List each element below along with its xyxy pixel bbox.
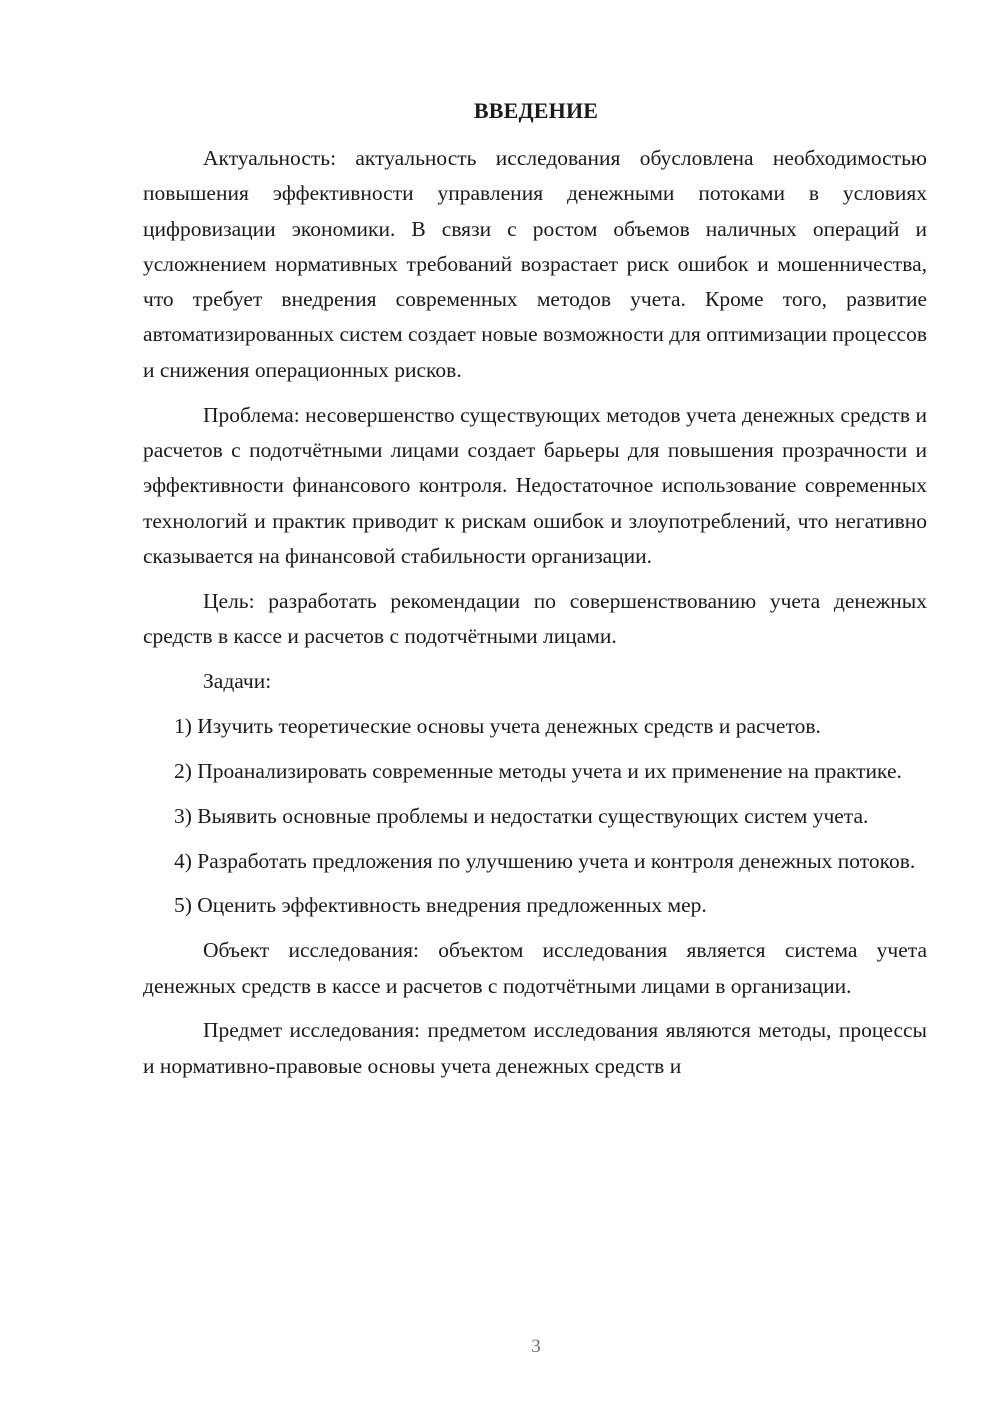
paragraph-problem: Проблема: несовершенство существующих методов учета денежных средств и расчетов с подотчётными лицами создает барьеры для повышения прозрачности и эффективности финансового контроля. Недостаточное использование современных технологий и практик приводит к рискам ошибок и злоупотреблений, что негативно сказывается на финансовой стабильности организации. (143, 402, 927, 568)
paragraph-goal: Цель: разработать рекомендации по совершенствованию учета денежных средств в кассе и расчетов с подотчётными лицами. (143, 588, 927, 649)
page-number: 3 (531, 1336, 541, 1357)
paragraph-subject: Предмет исследования: предметом исследования являются методы, процессы и нормативно-правовые основы учета денежных средств и (143, 1018, 927, 1078)
paragraph-tasks-heading: Задачи: (203, 668, 272, 693)
task-item-3: 3) Выявить основные проблемы и недостатки существующих систем учета. (174, 803, 869, 828)
paragraph-relevance: Актуальность: актуальность исследования обусловлена необходимостью повышения эффективности управления денежными потоками в условиях цифровизации экономики. В связи с ростом объемов наличных операций и усложнением нормативных требований возрастает риск ошибок и мошенничества, что требует внедрения современных методов учета. Кроме того, развитие автоматизированных систем создает новые возможности для оптимизации процессов и снижения операционных рисков. (143, 146, 927, 382)
paragraph-object: Объект исследования: объектом исследования является система учета денежных средств в кассе и расчетов с подотчётными лицами в организации. (143, 938, 927, 998)
section-title: ВВЕДЕНИЕ (473, 98, 599, 123)
task-item-2: 2) Проанализировать современные методы учета и их применение на практике. (174, 758, 902, 783)
task-item-5: 5) Оценить эффективность внедрения предложенных мер. (174, 893, 707, 918)
task-item-1: 1) Изучить теоретические основы учета денежных средств и расчетов. (174, 713, 821, 738)
document-body (143, 141, 927, 1084)
task-item-4: 4) Разработать предложения по улучшению учета и контроля денежных потоков. (174, 848, 916, 873)
